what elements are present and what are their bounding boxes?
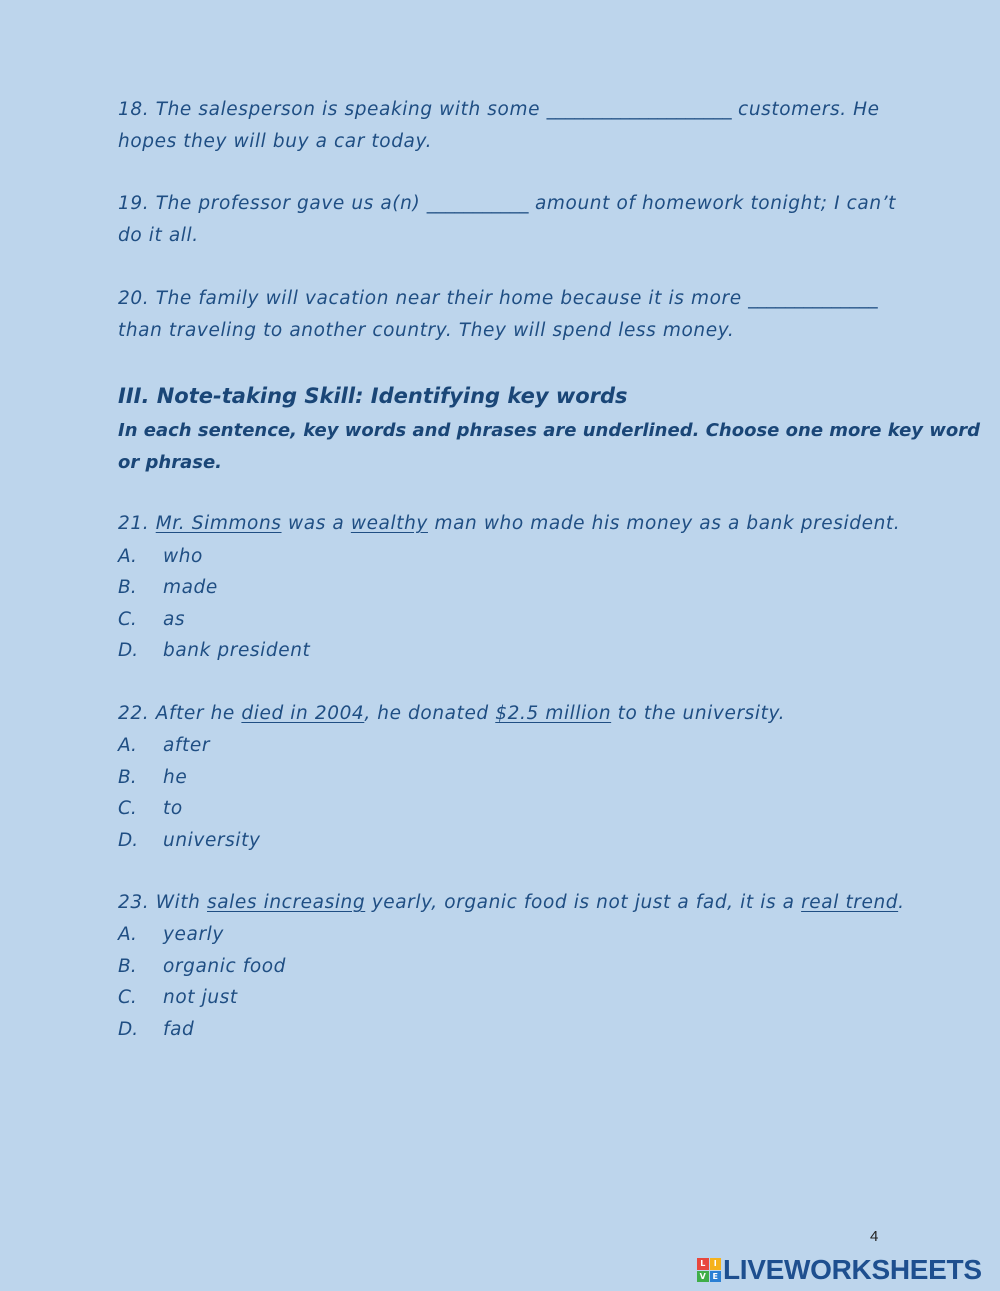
key-word: died in 2004 xyxy=(241,703,365,724)
liveworksheets-logo-icon xyxy=(697,1258,721,1282)
key-word: $2.5 million xyxy=(495,703,612,724)
q23-stem: 23. With sales increasing yearly, organic food is not just a fad, it is a real trend. xyxy=(118,892,905,913)
q20-line1: 20. The family will vacation near their home because it is more ______________ xyxy=(118,288,878,309)
q18-line2: hopes they will buy a car today. xyxy=(118,131,433,152)
logo-letter-l: L xyxy=(697,1258,709,1270)
section-title: III. Note-taking Skill: Identifying key words xyxy=(118,384,628,408)
q22-stem: 22. After he died in 2004, he donated $2.5 million to the university. xyxy=(118,703,786,724)
key-word: wealthy xyxy=(350,513,428,534)
q18-line1: 18. The salesperson is speaking with some ____________________ customers. He xyxy=(118,99,880,120)
q20-blank[interactable]: ______________ xyxy=(748,288,878,309)
key-word: Mr. Simmons xyxy=(155,513,282,534)
q19-blank[interactable]: ___________ xyxy=(426,193,529,214)
q21-stem: 21. Mr. Simmons was a wealthy man who made his money as a bank president. xyxy=(118,513,901,534)
q19-line1: 19. The professor gave us a(n) ___________ amount of homework tonight; I can’t xyxy=(118,193,897,214)
q19-line2: do it all. xyxy=(118,225,199,246)
section-instruction-line1: In each sentence, key words and phrases are underlined. Choose one more key word xyxy=(118,420,981,441)
q20-line2: than traveling to another country. They will spend less money. xyxy=(118,320,735,341)
logo-letter-v: V xyxy=(697,1271,709,1283)
logo-letter-i: I xyxy=(710,1258,722,1270)
liveworksheets-brand[interactable] xyxy=(697,1255,982,1285)
page-number: 4 xyxy=(870,1228,879,1245)
section-instruction-line2: or phrase. xyxy=(118,452,222,473)
key-word: real trend xyxy=(801,892,899,913)
key-word: sales increasing xyxy=(207,892,366,913)
logo-letter-e: E xyxy=(710,1271,722,1283)
worksheet-page: 18. The salesperson is speaking with some ____________________ customers. He hopes they will buy a car today. 19. The professor gave us a(n) ___________ amount of homework tonight; I can’t do it all. 20. The family will vacation near their home because it is more ______________ than traveling to another country. They will spend less money. III. Note-taking Skill: Identifying key words In each sentence, key words and phrases are underlined. Choose one more key word or phrase. 21. Mr. Simmons was a wealthy man who made his money as a bank president. A. who B. made C. as D. bank president 22. After he died in 2004, he donated $2.5 million to the university. A. after B. he C. to D. university 23. With sales increasing yearly, organic food is not just a fad, it is a real trend. A. yearly B. organic food C. not just D. fad 4 L I V E LIVEWORKSHEETS xyxy=(118,99,982,1285)
q18-blank[interactable]: ____________________ xyxy=(546,99,732,120)
brand-name: LIVEWORKSHEETS xyxy=(723,1254,982,1285)
